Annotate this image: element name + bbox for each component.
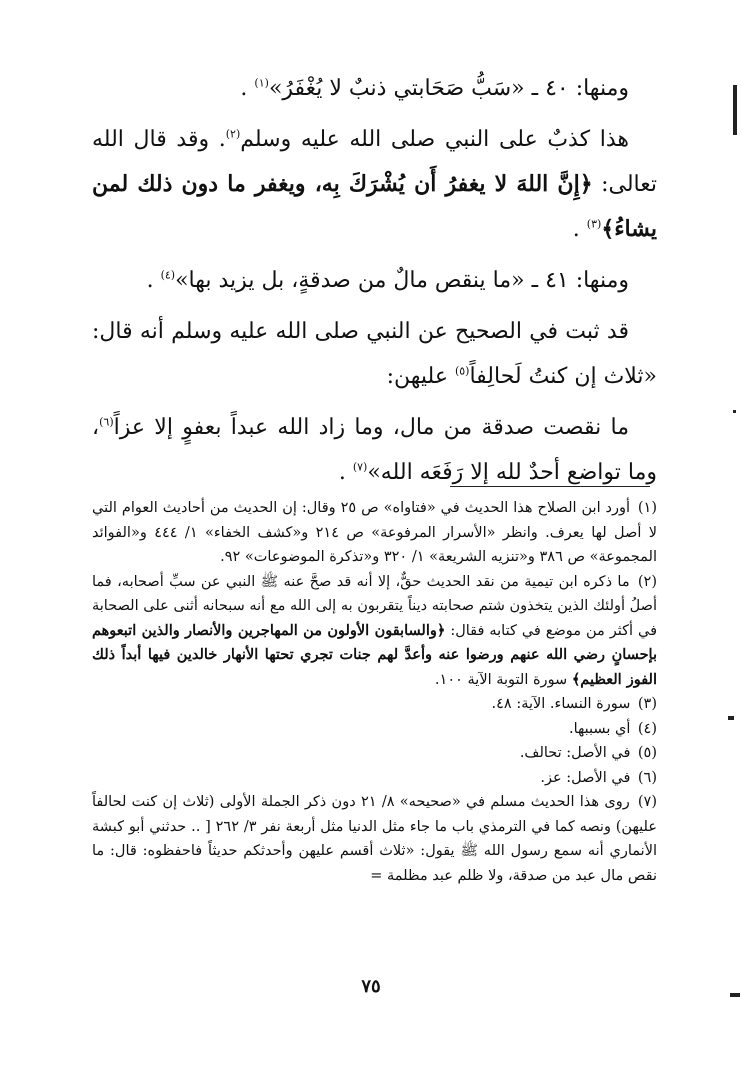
commentary-40-end: .	[572, 217, 580, 242]
footnote-2-text-2: سورة التوبة الآية ١٠٠.	[434, 671, 568, 688]
footnote-3-number: (٣)	[637, 696, 657, 712]
hadith-quote-end: .	[338, 460, 346, 485]
footnote-7-text: روى هذا الحديث مسلم في «صحيحه» ٨/ ٢١ دون ذكر الجملة الأولى (ثلاث إن كنت لحالفاً عليهن) ونصه كما في الترمذي باب ما جاء مثل الدنيا مثل أربعة نفر ٣/ ٢٦٢ [ .. حدثني أبو كبشة الأنماري أنه سمع رسول الله ﷺ يقول: «ثلاث أقسم عليهن وأحدثكم حديثاً فاحفظوه: قال: ما نقص مال عبد من صدقة، ولا ظلم عبد مظلمة =	[92, 794, 657, 884]
paragraph-hadith-40	[92, 66, 657, 111]
hadith-quote-text-2: ، وما تواضع أحدٌ لله إلا رَفَعَه الله»	[92, 415, 657, 485]
footnote-4-text: أي بسببها.	[568, 720, 631, 737]
scan-edge-mark	[733, 410, 736, 413]
footnote-1	[92, 496, 657, 570]
footnote-ref-6: (٦)	[99, 415, 114, 429]
footnote-6-text: في الأصل: عز.	[540, 769, 631, 786]
page-number: ٧٥	[361, 976, 381, 997]
footnote-ref-1: (١)	[254, 76, 269, 90]
footnotes	[92, 496, 657, 888]
footnote-2-quran-verse: ﴿والسابقون الأولون من المهاجرين والأنصار والذين اتبعوهم بإحسانٍ رضي الله عنهم ورضوا عنه وأعدَّ لهم جنات تجري تحتها الأنهار خالدين فيها أبداً ذلك الفوز العظيم﴾	[92, 621, 657, 688]
scan-edge-mark	[733, 85, 737, 135]
footnote-4	[92, 717, 657, 742]
paragraph-hadith-41	[92, 258, 657, 303]
hadith-40-end: .	[240, 76, 248, 101]
commentary-41-text-1: قد ثبت في الصحيح عن النبي صلى الله عليه وسلم أنه قال: «ثلاث إن كنتُ لَحالِفاً	[92, 319, 657, 389]
footnote-6	[92, 766, 657, 791]
footnote-2-text-1: ما ذكره ابن تيمية من نقد الحديث حقٌّ، إلا أنه قد صحَّ عنه ﷺ النبي عن سبِّ أصحابه، فما أصلُ أولئك الذين يتخذون شتم صحابته ديناً يتقربون به إلى الله مع أنه سبحانه أثنى على الصحابة في أكثر من موضع في كتابه فقال:	[92, 573, 657, 639]
footnote-7-number: (٧)	[637, 794, 657, 810]
footnote-ref-5: (٥)	[454, 364, 470, 378]
footnote-ref-2: (٢)	[225, 127, 241, 141]
footnote-ref-3: (٣)	[586, 217, 602, 231]
paragraph-commentary-40	[92, 117, 657, 252]
hadith-41-end: .	[146, 268, 154, 293]
hadith-quote-text-1: ما نقصت صدقة من مال، وما زاد الله عبداً بعفوٍ إلا عزاً	[113, 415, 629, 440]
footnote-divider	[450, 486, 650, 487]
footnote-7	[92, 790, 657, 888]
commentary-41-text-2: عليهن:	[386, 364, 455, 389]
footnote-3-text: سورة النساء. الآية: ٤٨.	[491, 696, 631, 712]
paragraph-hadith-quote	[92, 405, 657, 495]
footnote-ref-7: (٧)	[352, 460, 368, 474]
hadith-41-text: ومنها: ٤١ ـ «ما ينقص مالٌ من صدقةٍ، بل يزيد بها»	[175, 268, 629, 293]
main-text	[92, 66, 657, 501]
footnote-4-number: (٤)	[637, 720, 657, 737]
hadith-40-text: ومنها: ٤٠ ـ «سَبُّ صَحَابتي ذنبٌ لا يُغْفَرُ»	[268, 76, 629, 101]
footnote-5-text: في الأصل: تحالف.	[519, 745, 631, 761]
quran-verse-nisa: ﴿إِنَّ اللهَ لا يغفرُ أَن يُشْرَكَ بِه، ويغفر ما دون ذلك لمن يشاءُ﴾	[92, 171, 657, 242]
scan-edge-mark	[728, 716, 734, 720]
paragraph-commentary-41	[92, 309, 657, 399]
scan-edge-mark	[730, 993, 740, 997]
footnote-5-number: (٥)	[637, 745, 657, 761]
footnote-1-number: (١)	[637, 500, 658, 516]
commentary-40-text-2: . وقد قال الله تعالى:	[92, 127, 657, 197]
footnote-2	[92, 570, 657, 693]
footnote-1-text: أورد ابن الصلاح هذا الحديث في «فتاواه» ص ٢٥ وقال: إن الحديث من أحاديث العوام التي لا أصل لها يعرف. وانظر «الأسرار المرفوعة» ص ٢١٤ و«كشف الخفاء» ١/ ٤٤٤ و«الفوائد المجموعة» ص ٣٨٦ و«تنزيه الشريعة» ١/ ٣٢٠ و«تذكرة الموضوعات» ٩٢.	[92, 500, 658, 565]
footnote-2-number: (٢)	[637, 573, 657, 590]
footnote-3	[92, 692, 657, 717]
footnote-5	[92, 741, 657, 766]
footnote-ref-4: (٤)	[160, 268, 176, 282]
footnote-6-number: (٦)	[637, 769, 657, 786]
commentary-40-text-1: هذا كذبٌ على النبي صلى الله عليه وسلم	[240, 127, 629, 152]
